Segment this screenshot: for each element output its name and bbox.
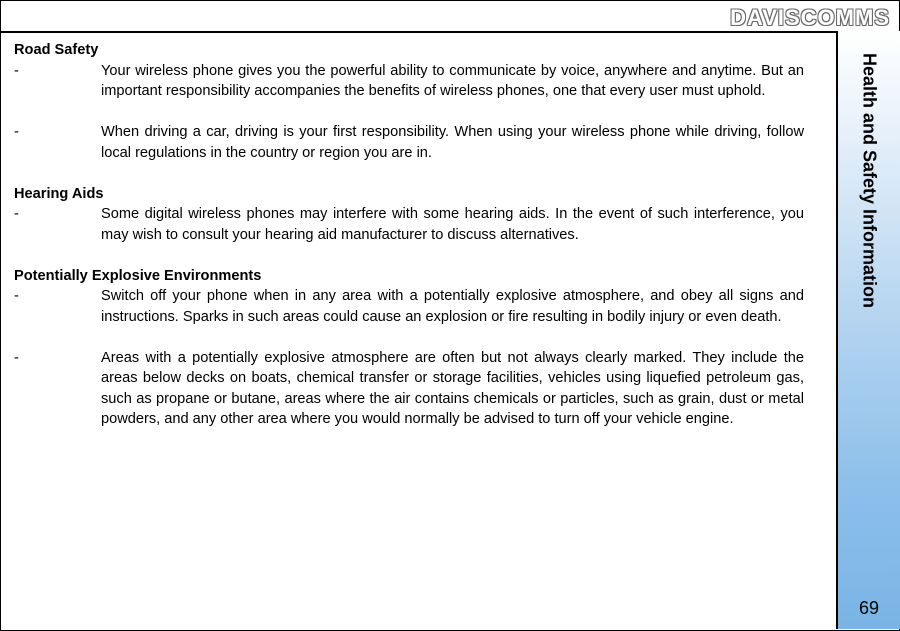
list-item-text: When driving a car, driving is your first responsibility. When using your wireless phone while driving, follow local regulations in the country or region you are in. xyxy=(101,124,804,161)
document-body xyxy=(14,40,804,430)
chapter-sidebar xyxy=(836,31,900,629)
list-item xyxy=(14,286,804,327)
section-title-road-safety: Road Safety xyxy=(14,42,99,58)
list-item xyxy=(14,348,804,430)
section-title-hearing-aids: Hearing Aids xyxy=(14,185,104,202)
section-title-explosive-environments: Potentially Explosive Environments xyxy=(14,267,262,284)
list-item-text: Switch off your phone when in any area with a potentially explosive atmosphere, and obey all signs and instructions. Sparks in such areas could cause an explosion or fire resulting in bodily injury or even death. xyxy=(101,288,804,325)
list-dash: - xyxy=(14,62,19,79)
list-dash: - xyxy=(14,349,19,366)
page-header xyxy=(1,1,898,33)
list-dash: - xyxy=(14,288,19,304)
list-item xyxy=(14,204,804,245)
list-dash: - xyxy=(14,206,19,222)
list-item xyxy=(14,122,804,163)
list-item-text: Some digital wireless phones may interfere with some hearing aids. In the event of such interference, you may wish to consult your hearing aid manufacturer to discuss alternatives. xyxy=(101,206,804,243)
chapter-title: Health and Safety Information xyxy=(859,53,880,309)
daviscomms-logo: DAVISCOMMS xyxy=(730,5,890,30)
list-item xyxy=(14,61,804,102)
page-number: 69 xyxy=(858,598,880,618)
list-dash: - xyxy=(14,124,19,140)
list-item-text: Areas with a potentially explosive atmosphere are often but not always clearly marked. They include the areas below decks on boats, chemical transfer or storage facilities, vehicles using liquefied petroleum gas, such as propane or butane, areas where the air contains chemicals or particles, such as grain, dust or metal powders, and any other area where you would normally be advised to turn off your vehicle engine. xyxy=(101,349,804,427)
list-item-text: Your wireless phone gives you the powerful ability to communicate by voice, anywhere and anytime. But an important responsibility accompanies the benefits of wireless phones, one that every user must uphold. xyxy=(101,62,804,99)
